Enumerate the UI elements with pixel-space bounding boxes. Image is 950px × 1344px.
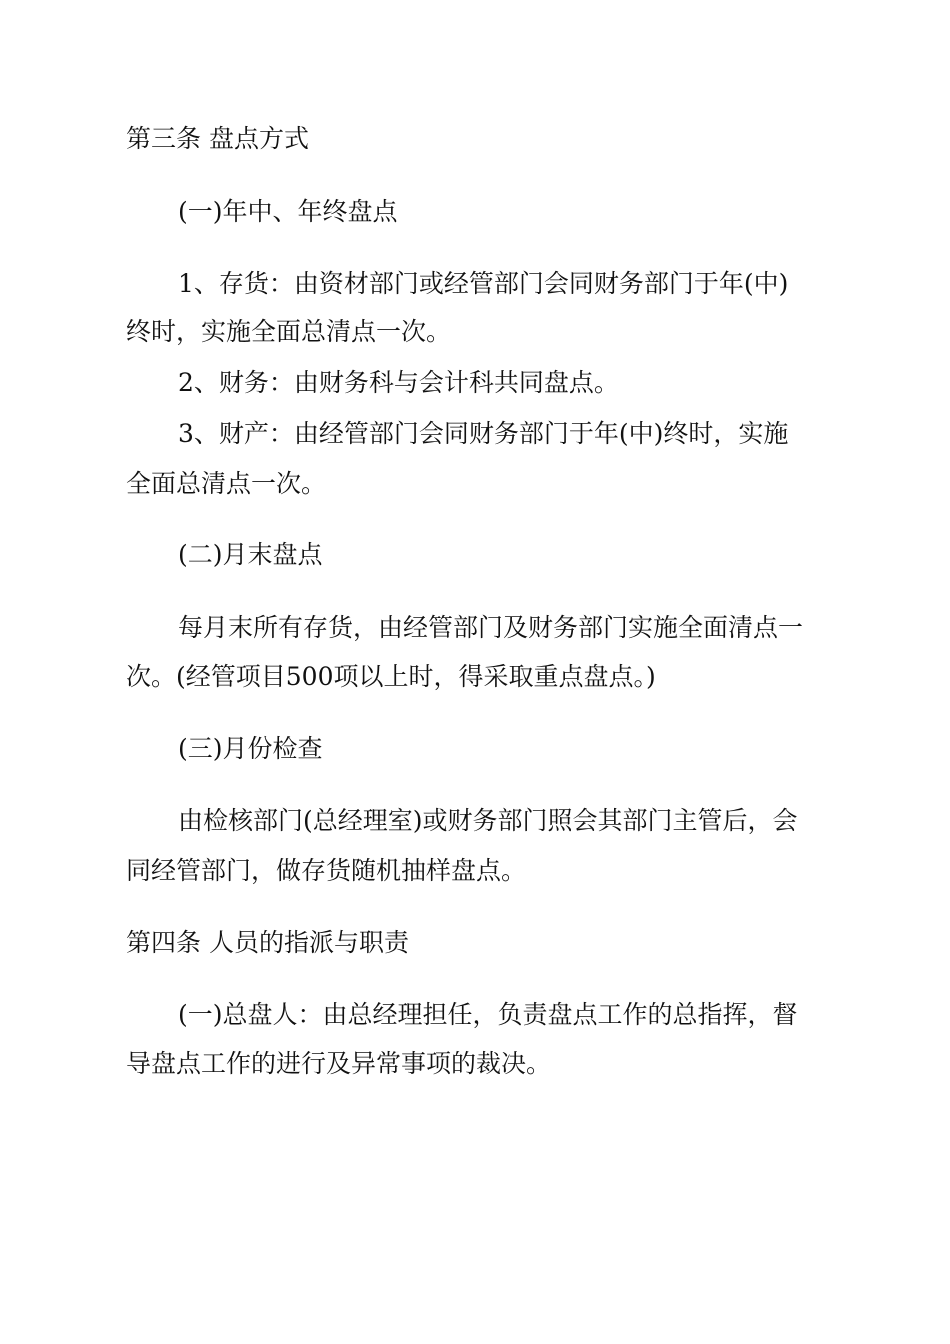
paragraph-line: (一)总盘人：由总经理担任，负责盘点工作的总指挥，督 [178, 1000, 798, 1029]
paragraph-line: 3、财产：由经管部门会同财务部门于年(中)终时，实施 [178, 419, 789, 448]
paragraph-line: 全面总清点一次。 [126, 469, 327, 498]
paragraph-line: 终时，实施全面总清点一次。 [126, 317, 452, 346]
paragraph-line: 导盘点工作的进行及异常事项的裁决。 [126, 1049, 552, 1078]
paragraph-line: 由检核部门(总经理室)或财务部门照会其部门主管后，会 [178, 806, 798, 835]
paragraph-line: 2、财务：由财务科与会计科共同盘点。 [178, 368, 619, 397]
paragraph-line: 同经管部门，做存货随机抽样盘点。 [126, 856, 527, 885]
section-monthly-check-heading: (三)月份检查 [178, 734, 323, 763]
paragraph-line: 1、存货：由资材部门或经管部门会同财务部门于年(中) [178, 269, 789, 298]
article-4-heading: 第四条 人员的指派与职责 [126, 928, 409, 957]
paragraph-line: 次。(经管项目500项以上时，得采取重点盘点。) [126, 662, 656, 691]
section-month-end-heading: (二)月末盘点 [178, 540, 323, 569]
article-3-heading: 第三条 盘点方式 [126, 124, 309, 153]
paragraph-line: 每月末所有存货，由经管部门及财务部门实施全面清点一 [178, 613, 804, 642]
section-year-end-heading: (一)年中、年终盘点 [178, 197, 398, 226]
